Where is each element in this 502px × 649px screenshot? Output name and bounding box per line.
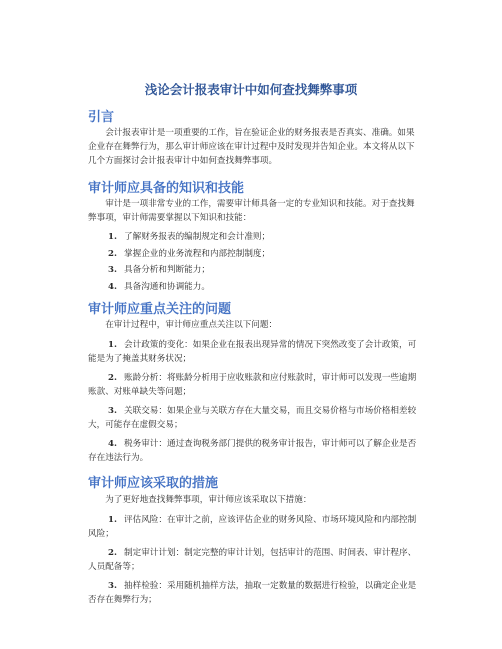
list-text: 会计政策的变化：如果企业在报表出现异常的情况下突然改变了会计政策，可能是为了掩盖其财务状况；	[88, 340, 417, 364]
list-number: 4.	[108, 282, 117, 292]
list-item	[100, 280, 418, 294]
list-item	[88, 371, 418, 399]
paragraph-measures: 为了更好地查找舞弊事项，审计师应该采取以下措施：	[105, 495, 312, 505]
list-text: 掌握企业的业务流程和内部控制制度；	[124, 249, 271, 259]
list-text: 制定审计计划：制定完整的审计计划，包括审计的范围、时间表、审计程序、人员配备等；	[88, 548, 417, 572]
list-number: 2.	[108, 373, 117, 383]
paragraph-skills: 审计是一项非常专业的工作，需要审计师具备一定的专业知识和技能。对于查找舞弊事项，审计师需要掌握以下知识和技能：	[88, 199, 415, 223]
list-text: 具备分析和判断能力；	[124, 265, 210, 275]
list-item	[100, 247, 418, 261]
list-number: 1.	[108, 515, 117, 525]
document-title: 浅论会计报表审计中如何查找舞弊事项	[144, 82, 358, 97]
list-item	[88, 513, 418, 541]
list-number: 4.	[108, 439, 117, 449]
paragraph-intro: 会计报表审计是一项重要的工作，旨在验证企业的财务报表是否真实、准确。如果企业存在舞弊行为，那么审计师应该在审计过程中及时发现并告知企业。本文将从以下几个方面探讨会计报表审计中如何查找舞弊事项。	[88, 128, 415, 166]
list-item	[88, 437, 418, 465]
heading-focus: 审计师应重点关注的问题	[88, 302, 232, 317]
list-number: 2.	[108, 548, 117, 558]
list-item	[100, 230, 418, 244]
list-number: 1.	[108, 340, 117, 350]
list-number: 3.	[108, 265, 117, 275]
list-text: 税务审计：通过查询税务部门提供的税务审计报告，审计师可以了解企业是否存在违法行为。	[88, 439, 417, 463]
list-number: 2.	[108, 249, 117, 259]
list-item	[88, 338, 418, 366]
list-item	[88, 404, 418, 432]
heading-skills: 审计师应具备的知识和技能	[88, 181, 245, 196]
list-text: 评估风险：在审计之前，应该评估企业的财务风险、市场环境风险和内部控制风险；	[88, 515, 417, 539]
list-item	[100, 263, 418, 277]
list-text: 抽样检验：采用随机抽样方法，抽取一定数量的数据进行检验，以确定企业是否存在舞弊行为；	[88, 581, 417, 605]
list-number: 1.	[108, 232, 117, 242]
list-number: 3.	[108, 406, 117, 416]
heading-intro: 引言	[88, 110, 115, 125]
list-text: 具备沟通和协调能力。	[124, 282, 210, 292]
heading-measures: 审计师应该采取的措施	[88, 476, 219, 491]
list-item	[88, 546, 418, 574]
list-text: 账龄分析：将账龄分析用于应收账款和应付账款时，审计师可以发现一些逾期账款、对账单缺失等问题；	[88, 373, 417, 397]
list-item	[88, 579, 418, 607]
paragraph-focus: 在审计过程中，审计师应重点关注以下问题：	[105, 320, 278, 330]
list-number: 3.	[108, 581, 117, 591]
list-text: 了解财务报表的编制规定和会计准则；	[124, 232, 271, 242]
list-text: 关联交易：如果企业与关联方存在大量交易，而且交易价格与市场价格相差较大，可能存在虚假交易；	[88, 406, 417, 430]
